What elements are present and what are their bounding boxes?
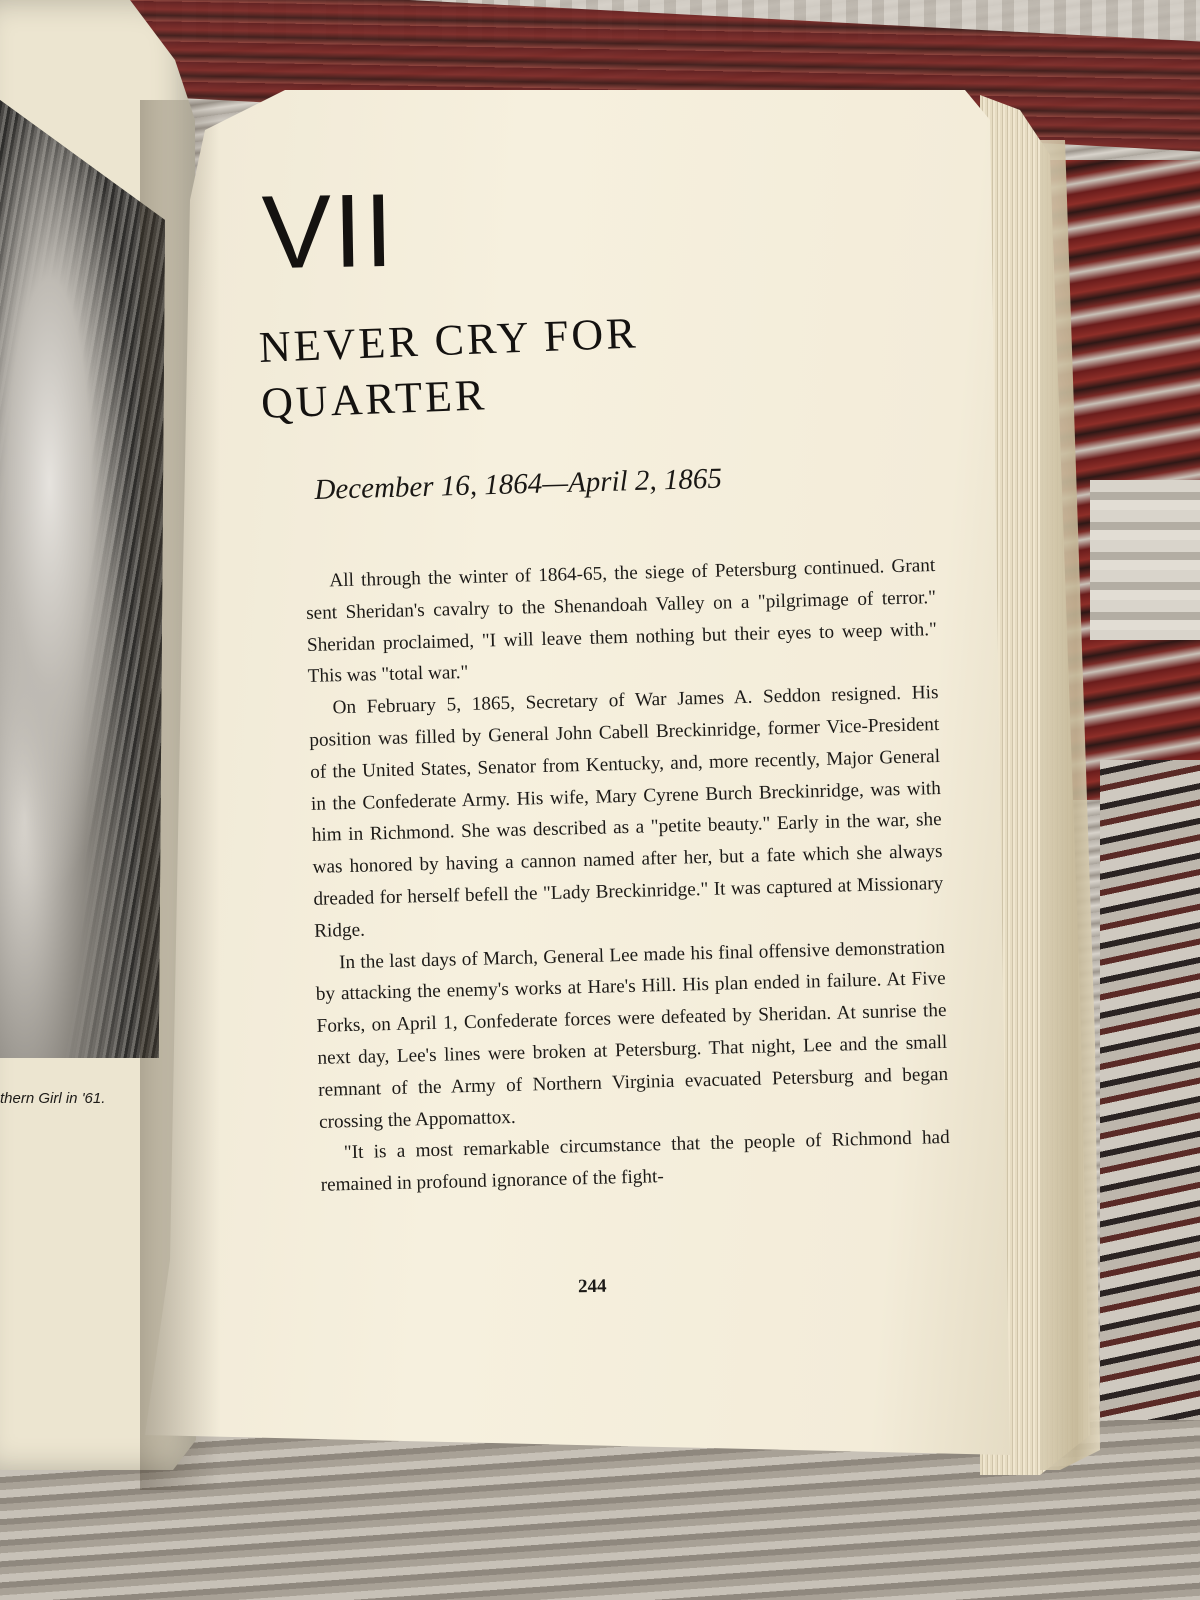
chapter-title: NEVER CRY FOR QUARTER (258, 308, 640, 428)
page-number: 244 (577, 1275, 607, 1298)
body-paragraph: On February 5, 1865, Secretary of War James A. Seddon resigned. His position was filled by General John Cabell Breckinridge, former Vice-President of the United States, Senator from Kentucky, and, more recently, Major General in the Confederate Army. His wife, Mary Cyrene Burch Breckinridge, was with him in Richmond. She was described as a "petite beauty." Early in the war, she was honored by having a cannon named after her, but a fate which she always dreaded for herself befell the "Lady Breckinridge." It was captured at Missionary Ridge. (309, 682, 944, 942)
plate-caption: thern Girl in '61. (0, 1090, 106, 1107)
chapter-body (305, 550, 951, 1202)
chapter-number: VII (260, 172, 397, 292)
body-paragraph: In the last days of March, General Lee made his final offensive demonstration by attacking the enemy's works at Hare's Hill. His plan ended in failure. At Five Forks, on April 1, Confederate forces were defeated by Sheridan. At sunrise the next day, Lee's lines were broken at Petersburg. That night, Lee and the small remnant of the Army of Northern Virginia evacuated Petersburg and began crossing the Appomattox. (315, 936, 949, 1133)
body-paragraph: "It is a most remarkable circumstance that the people of Richmond had remained in profound ignorance of the fight- (320, 1127, 950, 1196)
illustration-plate (0, 100, 165, 1058)
chapter-dates: December 16, 1864—April 2, 1865 (314, 462, 723, 506)
body-paragraph: All through the winter of 1864-65, the siege of Petersburg continued. Grant sent Sheridan's cavalry to the Shenandoah Valley on a "pilgrimage of terror." Sheridan proclaimed, "I will leave them nothing but their eyes to weep with." This was "total war." (305, 555, 938, 688)
